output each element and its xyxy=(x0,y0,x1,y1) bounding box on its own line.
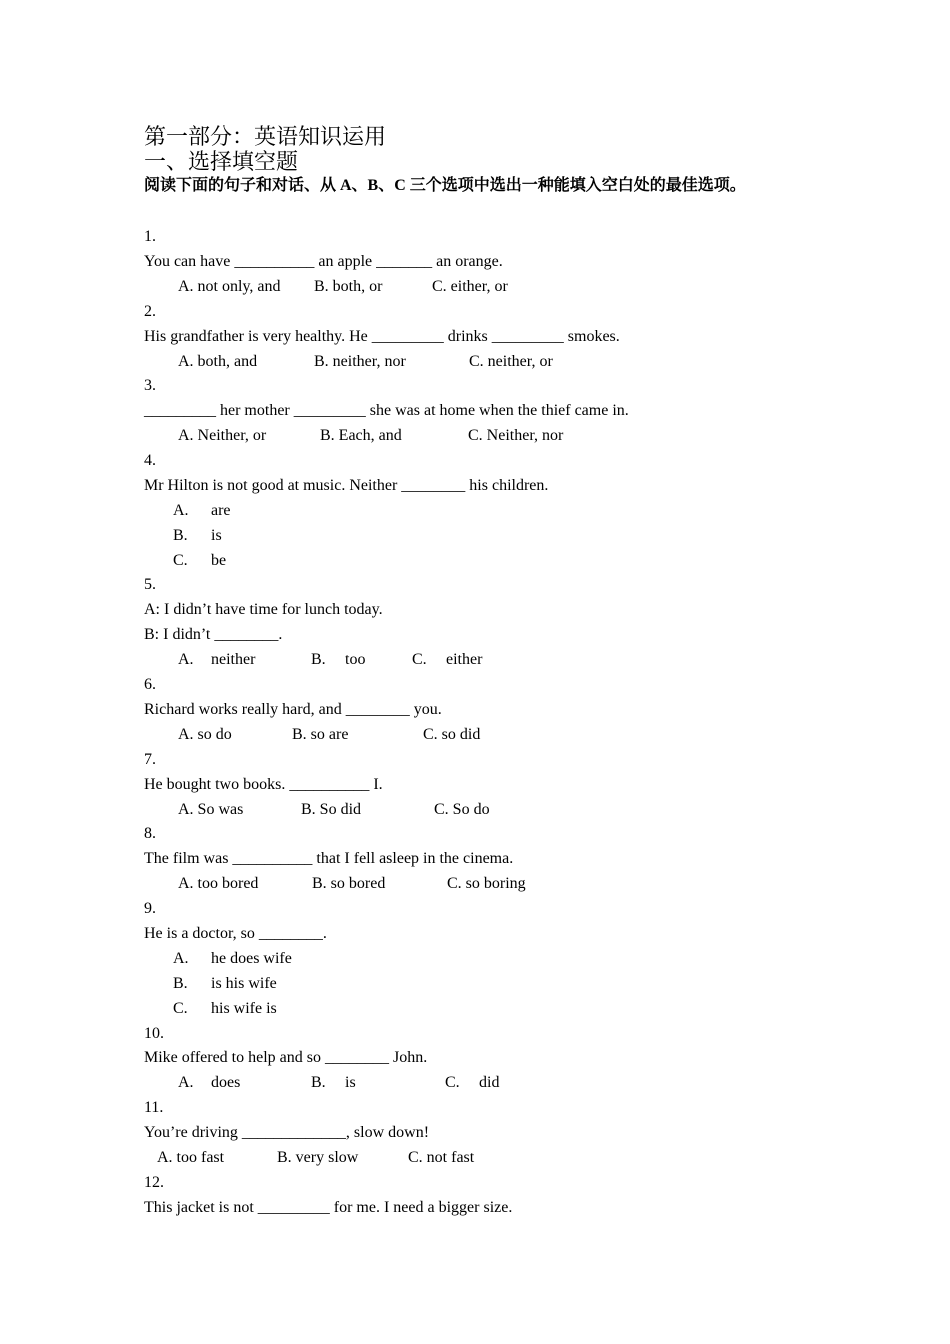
section-title: 一、选择填空题 xyxy=(144,149,299,174)
option-a-text: does xyxy=(211,1074,241,1091)
option-c: C. so did xyxy=(423,726,481,743)
question-text: He bought two books. __________ I. xyxy=(144,776,383,793)
question-number: 12. xyxy=(144,1174,164,1191)
option-a-letter: A. xyxy=(173,950,189,967)
option-a: A. too fast xyxy=(157,1149,225,1166)
option-c-text: did xyxy=(479,1074,500,1091)
option-b: B. Each, and xyxy=(320,427,402,444)
option-a-letter: A. xyxy=(173,502,189,519)
option-b-letter: B. xyxy=(311,651,326,668)
question-text: The film was __________ that I fell asleep in the cinema. xyxy=(144,850,514,867)
option-a-text: are xyxy=(211,502,231,519)
question-text: This jacket is not _________ for me. I need a bigger size. xyxy=(144,1199,513,1216)
option-a-text: neither xyxy=(211,651,256,668)
option-b-letter: B. xyxy=(173,975,188,992)
question-number: 9. xyxy=(144,900,156,917)
option-b: B. very slow xyxy=(277,1149,359,1166)
question-number: 10. xyxy=(144,1025,164,1042)
part-title: 第一部分：英语知识运用 xyxy=(144,124,387,149)
option-b-letter: B. xyxy=(173,527,188,544)
option-c-text: either xyxy=(446,651,483,668)
option-b: B. so are xyxy=(292,726,349,743)
option-c-letter: C. xyxy=(412,651,427,668)
option-a-text: he does wife xyxy=(211,950,292,967)
option-a: A. both, and xyxy=(178,353,258,370)
option-c: C. not fast xyxy=(408,1149,475,1166)
question-number: 1. xyxy=(144,228,156,245)
option-c-letter: C. xyxy=(173,552,188,569)
option-c: C. so boring xyxy=(447,875,526,892)
option-b-text: is xyxy=(211,527,222,544)
option-a: A. So was xyxy=(178,801,244,818)
option-a: A. Neither, or xyxy=(178,427,267,444)
question-text: You’re driving _____________, slow down! xyxy=(144,1124,430,1141)
option-a-letter: A. xyxy=(178,1074,194,1091)
option-a: A. too bored xyxy=(178,875,259,892)
question-number: 7. xyxy=(144,751,156,768)
instructions: 阅读下面的句子和对话、从 A、B、C 三个选项中选出一种能填入空白处的最佳选项。 xyxy=(144,177,746,194)
question-text: Richard works really hard, and ________ you. xyxy=(144,701,442,718)
option-a: A. not only, and xyxy=(178,278,281,295)
option-c: C. Neither, nor xyxy=(468,427,564,444)
question-text: He is a doctor, so ________. xyxy=(144,925,327,942)
option-a: A. so do xyxy=(178,726,232,743)
question-number: 2. xyxy=(144,303,156,320)
option-b: B. So did xyxy=(301,801,362,818)
question-number: 4. xyxy=(144,452,156,469)
question-number: 3. xyxy=(144,377,156,394)
option-b-text: is his wife xyxy=(211,975,277,992)
option-b: B. both, or xyxy=(314,278,383,295)
question-number: 6. xyxy=(144,676,156,693)
question-text: You can have __________ an apple _______ an orange. xyxy=(144,253,503,270)
question-text: His grandfather is very healthy. He _________ drinks _________ smokes. xyxy=(144,328,620,345)
option-c-letter: C. xyxy=(173,1000,188,1017)
option-c: C. So do xyxy=(434,801,490,818)
question-text: Mike offered to help and so ________ John. xyxy=(144,1049,428,1066)
option-b: B. so bored xyxy=(312,875,386,892)
dialog-line-b: B: I didn’t ________. xyxy=(144,626,283,643)
option-b-text: is xyxy=(345,1074,356,1091)
question-number: 8. xyxy=(144,825,156,842)
option-b: B. neither, nor xyxy=(314,353,406,370)
option-c-letter: C. xyxy=(445,1074,460,1091)
option-c: C. neither, or xyxy=(469,353,553,370)
question-text: _________ her mother _________ she was at home when the thief came in. xyxy=(144,402,629,419)
option-a-letter: A. xyxy=(178,651,194,668)
question-text: Mr Hilton is not good at music. Neither ________ his children. xyxy=(144,477,549,494)
question-number: 11. xyxy=(144,1099,164,1116)
option-c-text: his wife is xyxy=(211,1000,277,1017)
option-b-letter: B. xyxy=(311,1074,326,1091)
option-c-text: be xyxy=(211,552,227,569)
question-number: 5. xyxy=(144,576,156,593)
option-b-text: too xyxy=(345,651,366,668)
dialog-line-a: A: I didn’t have time for lunch today. xyxy=(144,601,383,618)
option-c: C. either, or xyxy=(432,278,508,295)
